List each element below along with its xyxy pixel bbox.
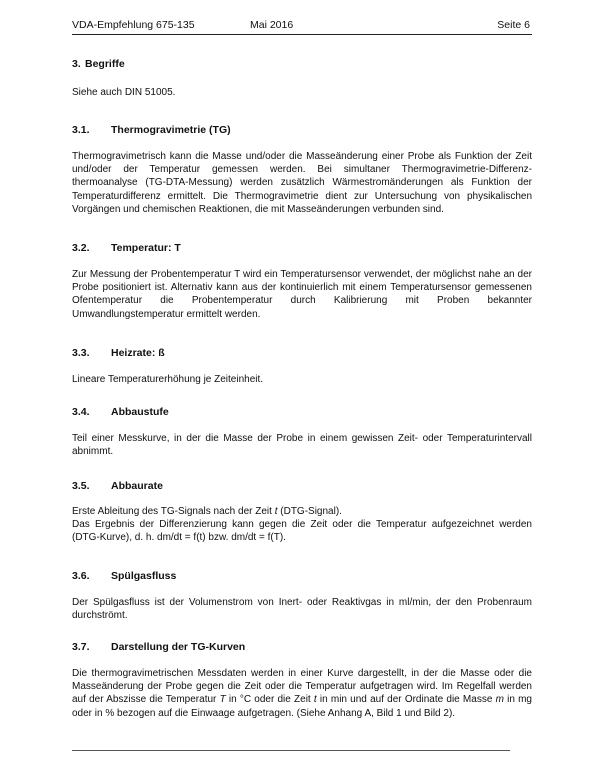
header-page-number: Seite 6 xyxy=(497,19,530,31)
section-title: Abbaustufe xyxy=(111,406,169,418)
section-title: Abbaurate xyxy=(111,480,163,492)
section-number: 3.1. xyxy=(72,124,90,136)
section-heading xyxy=(72,242,532,254)
section-text: Teil einer Messkurve, in der die Masse der Probe in einem gewissen Zeit- oder Temperaturintervall abnimmt. xyxy=(72,433,532,458)
section-text: Der Spülgasfluss ist der Volumenstrom von Inert- oder Reaktivgas in ml/min, der den Probenraum durchströmt. xyxy=(72,597,532,622)
section-heading xyxy=(72,406,532,418)
section-3-2 xyxy=(72,242,532,321)
section-text: Siehe auch DIN 51005. xyxy=(72,87,176,98)
section-heading xyxy=(72,124,532,136)
section-heading xyxy=(72,347,532,359)
section-title: Temperatur: T xyxy=(111,242,181,254)
section-3-6 xyxy=(72,570,532,622)
page-header xyxy=(72,14,532,35)
section-number: 3.5. xyxy=(72,480,90,492)
section-text: Die thermogravimetrischen Messdaten werden in einer Kurve dargestellt, in der die Masse oder die Masseänderung der Probe gegen die Zeit oder die Temperatur aufgetragen wird. Im Regelfall werden auf der Abszisse die Temperatur T in °C oder die Zeit t in min und auf der Ordinate die Masse m in mg oder in % bezogen auf die Einwaage aufgetragen. (Siehe Anhang A, Bild 1 und Bild 2). xyxy=(72,668,532,719)
header-document-id: VDA-Empfehlung 675-135 xyxy=(72,19,195,31)
section-title: Darstellung der TG-Kurven xyxy=(111,641,246,653)
section-text-line-1: Erste Ableitung des TG-Signals nach der Zeit t (DTG-Signal). xyxy=(72,506,342,517)
section-title: Begriffe xyxy=(85,58,125,70)
section-number: 3.4. xyxy=(72,406,90,418)
section-text-line-2: Das Ergebnis der Differenzierung kann gegen die Zeit oder die Temperatur aufgezeichnet werden (DTG-Kurve), d. h. dm/dt = f(t) bzw. dm/dt = f(T). xyxy=(72,519,532,544)
section-text: Lineare Temperaturerhöhung je Zeiteinheit. xyxy=(72,374,264,385)
section-3-7 xyxy=(72,641,532,720)
section-title: Heizrate: ß xyxy=(111,347,165,359)
section-number: 3.6. xyxy=(72,570,90,582)
section-number: 3. xyxy=(72,58,81,70)
section-title: Thermogravimetrie (TG) xyxy=(111,124,231,136)
header-date: Mai 2016 xyxy=(250,19,294,31)
footer-divider xyxy=(72,750,510,751)
section-text: Thermogravimetrisch kann die Masse und/oder die Masseänderung einer Probe als Funktion der Zeit und/oder der Temperatur gemessen werden. Bei simultaner Thermogravimetrie-Differenz-thermoanalyse (TG-DTA-Messung) werden zusätzlich Wärmestromänderungen als Funktion der Temperaturdifferenz ermittelt. Die Thermogravimetrie dient zur Untersuchung von physikalischen Vorgängen und chemischen Reaktionen, die mit Masseänderungen verbunden sind. xyxy=(72,151,532,215)
section-number: 3.2. xyxy=(72,242,90,254)
section-number: 3.7. xyxy=(72,641,90,653)
section-3-4 xyxy=(72,406,532,458)
section-3-3 xyxy=(72,347,532,386)
section-text: Zur Messung der Probentemperatur T wird ein Temperatursensor verwendet, der möglichst nahe an der Probe positioniert ist. Alternativ kann aus der kontinuierlich mit einem Temperatursensor gemessenen Ofentemperatur die Probentemperatur durch Kalibrierung mit Proben bekannter Umwandlungstemperatur ermittelt werden. xyxy=(72,269,532,320)
section-heading xyxy=(72,480,532,492)
section-number: 3.3. xyxy=(72,347,90,359)
section-title: Spülgasfluss xyxy=(111,570,177,582)
section-3-1 xyxy=(72,124,532,216)
section-heading xyxy=(72,641,532,653)
section-3 xyxy=(72,58,532,99)
section-3-5 xyxy=(72,480,532,545)
section-heading xyxy=(72,570,532,582)
section-heading xyxy=(72,58,532,70)
